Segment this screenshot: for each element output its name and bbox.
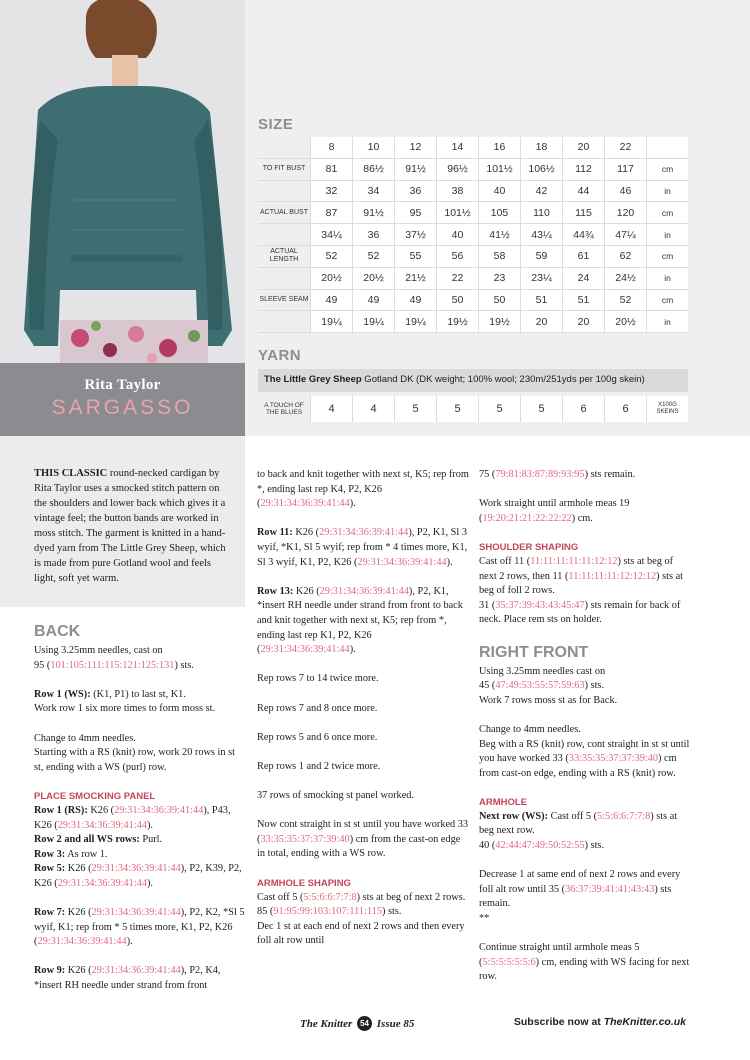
size-value-cell: 19¼: [394, 311, 436, 332]
size-value-cell: 51: [562, 290, 604, 311]
size-value-cell: 50: [478, 290, 520, 311]
armhole-decrease: Dec 1 st at each end of next 2 rows and then every foll alt row until: [257, 920, 465, 947]
issue-number: Issue 85: [376, 1018, 415, 1030]
size-value-cell: 49: [352, 290, 394, 311]
size-value-cell: 19½: [478, 311, 520, 332]
yarn-unit-cell: X100G SKEINS: [646, 396, 688, 422]
right-front-next-row: Next row (WS): Cast off 5 (5:5:6:6:7:7:8) sts at beg next row.: [479, 810, 678, 837]
size-row-label: [258, 224, 310, 245]
size-value-cell: 44¾: [562, 224, 604, 245]
size-value-cell: 61: [562, 246, 604, 267]
size-unit-cell: in: [646, 181, 688, 202]
size-value-cell: 87: [310, 202, 352, 223]
size-value-cell: 115: [562, 202, 604, 223]
model-photo: [0, 0, 245, 363]
size-value-cell: 23¼: [520, 268, 562, 289]
back-heading: BACK: [34, 623, 81, 640]
size-value-cell: 58: [478, 246, 520, 267]
repeat-instruction-2: Rep rows 7 and 8 once more.: [257, 702, 378, 714]
size-value-cell: 52: [310, 246, 352, 267]
size-value-cell: 20: [562, 311, 604, 332]
size-value-cell: 47¼: [604, 224, 646, 245]
size-value-cell: 91½: [394, 159, 436, 180]
size-value-cell: 95: [394, 202, 436, 223]
size-value-cell: 101½: [478, 159, 520, 180]
size-header-cell: 12: [394, 137, 436, 158]
size-value-cell: 55: [394, 246, 436, 267]
size-value-cell: 37½: [394, 224, 436, 245]
size-value-cell: 117: [604, 159, 646, 180]
size-unit-cell: cm: [646, 202, 688, 223]
size-row-label: [258, 181, 310, 202]
repeat-instruction-3: Rep rows 5 and 6 once more.: [257, 731, 378, 743]
right-front-change: Change to 4mm needles. Beg with a RS (knit) row, cont straight in st st until you have worked 33 (33:35:35:37:37:39:40) cm from cast-on edge, ending with a RS (knit) row.: [479, 723, 690, 779]
size-value-cell: 52: [352, 246, 394, 267]
yarn-quantity-cell: 5: [478, 396, 520, 422]
right-front-heading: RIGHT FRONT: [479, 643, 589, 661]
size-header-cell: 14: [436, 137, 478, 158]
designer-name: Rita Taylor: [84, 377, 161, 393]
right-front-sts: 40 (42:44:47:49:50:52:55) sts.: [479, 840, 605, 852]
size-value-cell: 110: [520, 202, 562, 223]
size-value-cell: 101½: [436, 202, 478, 223]
size-value-cell: 81: [310, 159, 352, 180]
yarn-name: The Little Grey Sheep: [264, 374, 362, 385]
size-row-label: [258, 268, 310, 289]
size-value-cell: 59: [520, 246, 562, 267]
size-value-cell: 96½: [436, 159, 478, 180]
magazine-credit: [300, 1016, 414, 1031]
magazine-name: The Knitter: [300, 1018, 353, 1030]
size-unit-cell: cm: [646, 159, 688, 180]
back-cast-on: Using 3.25mm needles, cast on 95 (101:105:111:115:121:125:131) sts.: [34, 645, 194, 671]
size-value-cell: 41½: [478, 224, 520, 245]
size-value-cell: 36: [352, 224, 394, 245]
armhole-sts: 85 (91:95:99:103:107:111:115) sts.: [257, 906, 402, 918]
smocking-row-9: Row 9: K26 (29:31:34:36:39:41:44), P2, K4, *insert RH needle under strand from front: [34, 965, 221, 992]
size-row: [258, 246, 688, 268]
yarn-heading: YARN: [258, 347, 302, 364]
size-value-cell: 43¼: [520, 224, 562, 245]
column-2: [257, 468, 469, 964]
size-header-cell: 22: [604, 137, 646, 158]
size-row-label: TO FIT BUST: [262, 165, 306, 173]
smocking-row-2: Row 2 and all WS rows: Purl.: [34, 834, 163, 846]
size-value-cell: 106½: [520, 159, 562, 180]
size-value-cell: 86½: [352, 159, 394, 180]
design-name: SARGASSO: [51, 396, 194, 419]
size-header-cell: 18: [520, 137, 562, 158]
size-row-label: [258, 311, 310, 332]
subscribe-note: Subscribe now at TheKnitter.co.uk: [513, 1016, 686, 1028]
size-value-cell: 42: [520, 181, 562, 202]
size-value-cell: 105: [478, 202, 520, 223]
size-row: [258, 181, 688, 203]
size-value-cell: 22: [436, 268, 478, 289]
right-front-armhole-heading: ARMHOLE: [479, 796, 528, 808]
work-straight: Work straight until armhole meas 19 (19:20:21:21:22:22:22) cm.: [479, 498, 630, 524]
size-value-cell: 19¼: [352, 311, 394, 332]
intro-lead: THIS CLASSIC: [34, 468, 108, 479]
size-row: [258, 159, 688, 181]
size-value-cell: 44: [562, 181, 604, 202]
size-unit-cell: in: [646, 224, 688, 245]
smocking-row-3: Row 3: As row 1.: [34, 848, 108, 860]
armhole-cast-off: Cast off 5 (5:5:6:6:7:7:8) sts at beg of next 2 rows.: [257, 891, 466, 903]
yarn-quantity-cell: 4: [310, 396, 352, 422]
panel-complete: 37 rows of smocking st panel worked.: [257, 790, 415, 802]
column-3: [479, 468, 691, 1000]
size-value-cell: 49: [310, 290, 352, 311]
size-row-label: SLEEVE SEAM: [259, 295, 309, 303]
page-footer: [0, 1016, 750, 1032]
size-header-cell: 10: [352, 137, 394, 158]
size-value-cell: 32: [310, 181, 352, 202]
size-value-cell: 24: [562, 268, 604, 289]
yarn-quantity-cell: 5: [394, 396, 436, 422]
armhole-shaping-heading: ARMHOLE SHAPING: [257, 877, 351, 889]
armhole-remain: 75 (79:81:83:87:89:93:95) sts remain.: [479, 469, 636, 480]
size-header-cell: 8: [310, 137, 352, 158]
size-header-cell: 16: [478, 137, 520, 158]
size-row: [258, 202, 688, 224]
size-header-unit: [646, 137, 688, 158]
size-row: [258, 311, 688, 333]
smocking-row-13: Row 13: K26 (29:31:34:36:39:41:44), P2, K1, *insert RH needle under strand from front to back and knit together with next st, K5; rep from *, ending last rep K1, P2, K26 (29:31:34:36:39:41:44).: [257, 585, 463, 656]
right-front-marker: **: [479, 913, 490, 925]
size-value-cell: 51: [520, 290, 562, 311]
yarn-colour-label: A TOUCH OF THE BLUES: [264, 401, 304, 416]
size-value-cell: 19¼: [310, 311, 352, 332]
size-header-cell: 20: [562, 137, 604, 158]
size-table: [258, 137, 688, 333]
size-value-cell: 34¼: [310, 224, 352, 245]
size-unit-cell: cm: [646, 290, 688, 311]
shoulder-shaping-heading: SHOULDER SHAPING: [479, 541, 579, 553]
yarn-quantity-cell: 4: [352, 396, 394, 422]
size-value-cell: 120: [604, 202, 646, 223]
intro-box: [0, 436, 245, 607]
smocking-row-9-cont: to back and knit together with next st, K5; rep from *, ending last rep K4, P2, K26 (29:31:34:36:39:41:44).: [257, 469, 469, 510]
size-row: [258, 268, 688, 290]
size-row-label: ACTUAL LENGTH: [269, 248, 299, 264]
size-value-cell: 40: [436, 224, 478, 245]
size-value-cell: 62: [604, 246, 646, 267]
model-illustration: [0, 0, 245, 363]
back-row-1: Row 1 (WS): (K1, P1) to last st, K1. Work row 1 six more times to form moss st.: [34, 688, 216, 715]
right-front-decrease: Decrease 1 at same end of next 2 rows and every foll alt row until 35 (36:37:39:41:41:43:43) sts remain.: [479, 869, 681, 910]
size-row: [258, 224, 688, 246]
size-value-cell: 56: [436, 246, 478, 267]
size-value-cell: 24½: [604, 268, 646, 289]
size-value-cell: 52: [604, 290, 646, 311]
right-front-continue: Continue straight until armhole meas 5 (5:5:5:5:5:5:6) cm, ending with WS facing for next row.: [479, 942, 690, 983]
size-value-cell: 112: [562, 159, 604, 180]
size-value-cell: 21½: [394, 268, 436, 289]
size-row: [258, 290, 688, 312]
size-header-label: [258, 137, 310, 158]
size-row-label: ACTUAL BUST: [260, 208, 308, 216]
yarn-spec: Gotland DK (DK weight; 100% wool; 230m/251yds per 100g skein): [361, 374, 645, 385]
size-heading: SIZE: [258, 116, 294, 133]
size-value-cell: 34: [352, 181, 394, 202]
size-value-cell: 49: [394, 290, 436, 311]
size-value-cell: 20½: [310, 268, 352, 289]
size-unit-cell: in: [646, 268, 688, 289]
size-value-cell: 36: [394, 181, 436, 202]
smocking-panel-heading: PLACE SMOCKING PANEL: [34, 790, 156, 802]
back-neck: 31 (35:37:39:43:43:45:47) sts remain for back of neck. Place rem sts on holder.: [479, 599, 681, 626]
size-value-cell: 40: [478, 181, 520, 202]
size-value-cell: 38: [436, 181, 478, 202]
yarn-description: [258, 369, 688, 392]
back-change-needles: Change to 4mm needles. Starting with a RS (knit) row, work 20 rows in st st, ending with a WS (purl) row.: [34, 732, 235, 773]
yarn-quantity-cell: 6: [604, 396, 646, 422]
size-header-row: [258, 137, 688, 159]
size-unit-cell: cm: [646, 246, 688, 267]
continue-straight: Now cont straight in st st until you have worked 33 (33:35:35:37:37:39:40) cm from the cast-on edge in total, ending with a WS row.: [257, 819, 469, 860]
right-front-cast-on: Using 3.25mm needles cast on 45 (47:49:53:55:57:59:63) sts. Work 7 rows moss st as for Back.: [479, 665, 618, 706]
page-number: 54: [357, 1016, 372, 1031]
size-value-cell: 20½: [604, 311, 646, 332]
repeat-instruction-4: Rep rows 1 and 2 twice more.: [257, 760, 381, 772]
size-value-cell: 20½: [352, 268, 394, 289]
smocking-row-5: Row 5: K26 (29:31:34:36:39:41:44), P2, K39, P2, K26 (29:31:34:36:39:41:44).: [34, 863, 242, 889]
size-value-cell: 46: [604, 181, 646, 202]
smocking-row-7: Row 7: K26 (29:31:34:36:39:41:44), P2, K2, *Sl 5 wyif, K1; rep from * 5 times more, K1, P2, K26 (29:31:34:36:39:41:44).: [34, 907, 245, 948]
size-value-cell: 19½: [436, 311, 478, 332]
yarn-quantity-row: [258, 396, 688, 422]
size-value-cell: 91½: [352, 202, 394, 223]
smocking-row-1: Row 1 (RS): K26 (29:31:34:36:39:41:44), P43, K26 (29:31:34:36:39:41:44).: [34, 804, 231, 831]
yarn-quantity-cell: 5: [520, 396, 562, 422]
designer-caption: [0, 363, 245, 436]
repeat-instruction-1: Rep rows 7 to 14 twice more.: [257, 673, 379, 685]
shoulder-cast-off: Cast off 11 (11:11:11:11:11:12:12) sts at beg of next 2 rows, then 11 (11:11:11:11:12:12:12) sts at beg of foll 2 rows.: [479, 555, 684, 597]
website-link[interactable]: TheKnitter.co.uk: [603, 1016, 686, 1028]
size-value-cell: 23: [478, 268, 520, 289]
intro-text: round-necked cardigan by Rita Taylor uses a smocked stitch pattern on the shoulders and lower back which gives it a vintage feel; the button bands are worked in moss stitch. The garment is knitted in a hand-dyed yarn from The Little Grey Sheep, which is made from pure Gotland wool and feels light, soft yet warm.: [34, 468, 226, 584]
yarn-quantity-cell: 5: [436, 396, 478, 422]
smocking-row-11: Row 11: K26 (29:31:34:36:39:41:44), P2, K1, Sl 3 wyif, *K1, Sl 5 wyif; rep from * 4 times more, K1, Sl 3 wyif, K1, P2, K26 (29:31:34:36:39:41:44).: [257, 527, 468, 568]
column-1: [34, 622, 246, 1008]
yarn-quantity-cell: 6: [562, 396, 604, 422]
size-unit-cell: in: [646, 311, 688, 332]
size-value-cell: 20: [520, 311, 562, 332]
size-value-cell: 50: [436, 290, 478, 311]
